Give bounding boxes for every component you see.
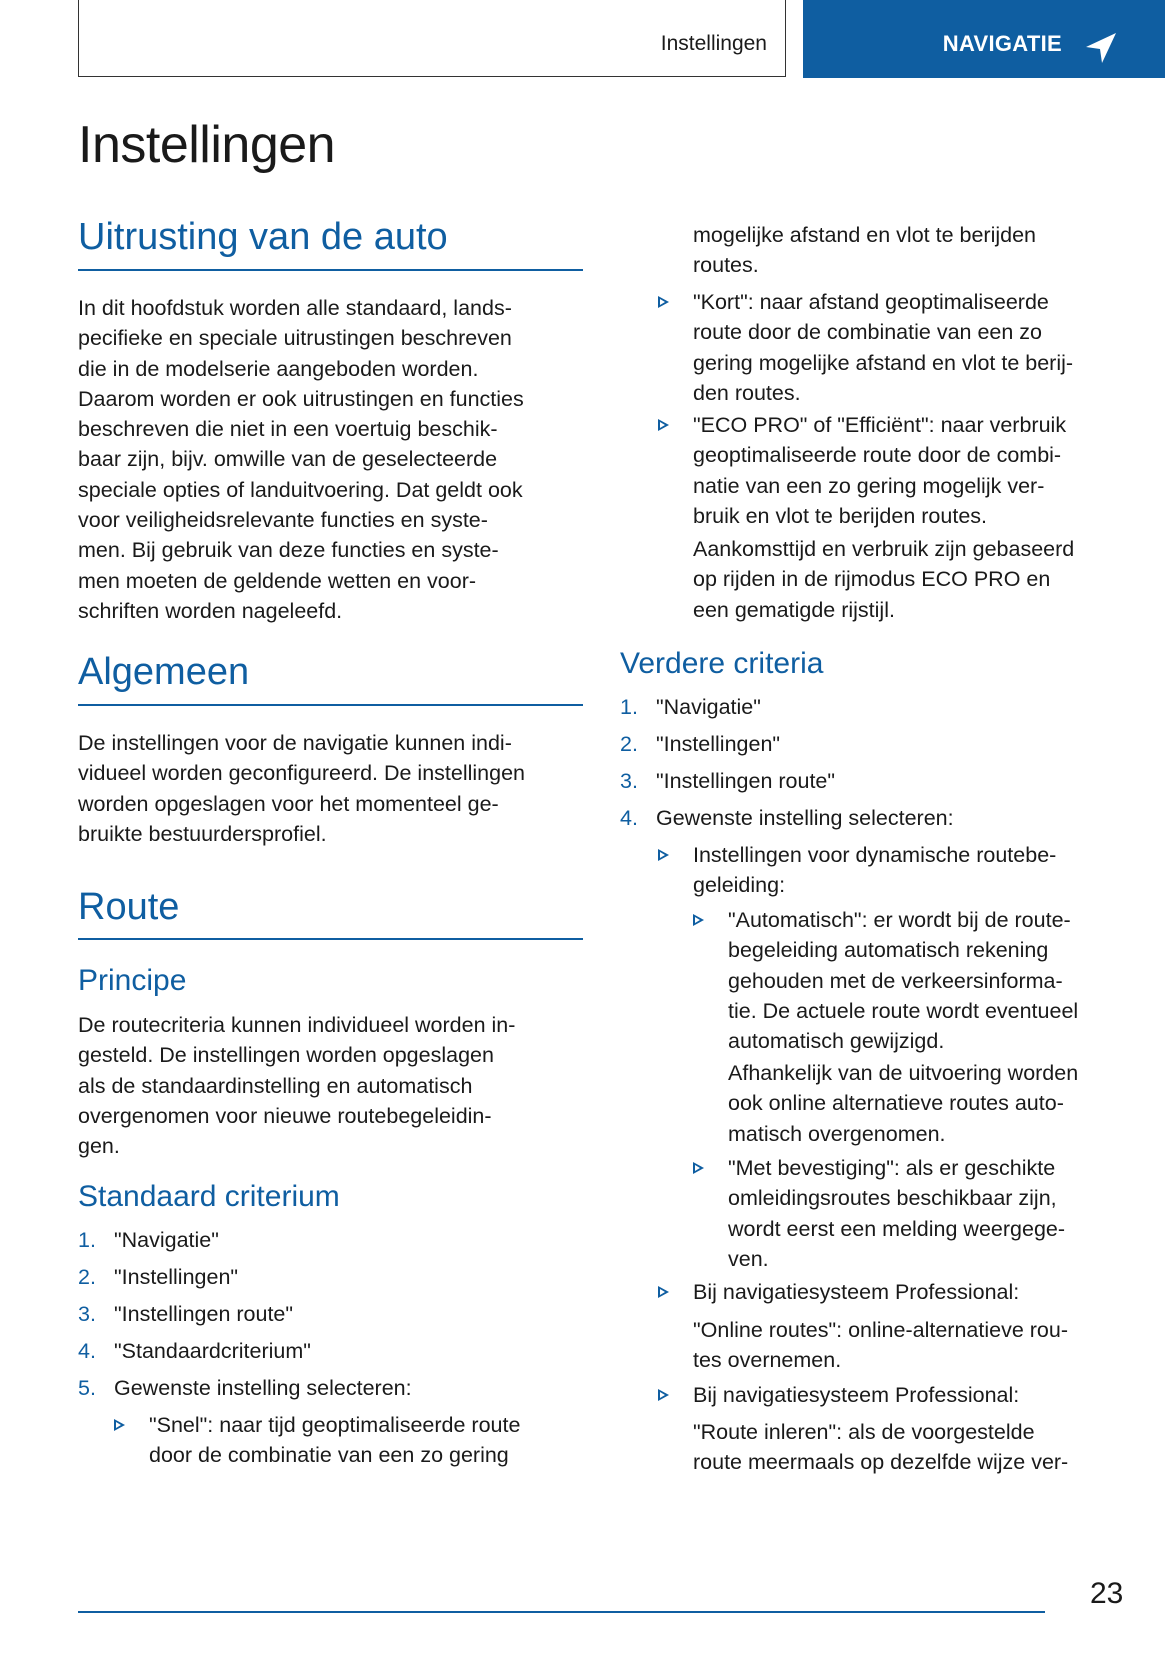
footer-rule [78,1611,1045,1613]
paragraph-route-inleren: "Route inleren": als de voorgestelde route meermaals op dezelfde wijze ver- [693,1420,1069,1475]
page-title: Instellingen [78,116,336,174]
step-item: 2. "Instellingen" [620,732,781,756]
heading-route: Route [78,886,180,928]
heading-principe: Principe [78,964,187,997]
triangle-bullet-icon [658,1389,669,1401]
paragraph-principe: De routecriteria kunnen individueel worden in- gesteld. De instellingen worden opgeslagen als de standaardinstelling en automatisch overgenomen voor nieuwe routebegeleidin- gen. [78,1013,516,1159]
running-header-section: Instellingen [660,32,767,55]
step-item: 1. "Navigatie" [78,1228,219,1252]
heading-rule [78,704,583,706]
heading-algemeen: Algemeen [78,651,250,693]
paragraph-online-routes: "Online routes": online-alternatieve rou- tes overnemen. [693,1318,1068,1373]
paragraph-eco-note: Aankomsttijd en verbruik zijn gebaseerd op rijden in de rijmodus ECO PRO en een gematigde rijstijl. [693,537,1075,622]
step-item: 4. Gewenste instelling selecteren: [620,806,954,830]
paragraph-automatisch-note: Afhankelijk van de uitvoering worden ook online alternatieve routes auto- matisch overgenomen. [728,1061,1079,1146]
running-header-box [78,0,786,77]
triangle-bullet-icon [658,419,669,431]
step-item: 2. "Instellingen" [78,1265,239,1289]
step-item: 3. "Instellingen route" [620,769,836,793]
triangle-bullet-icon [693,1162,704,1174]
step-item: 1. "Navigatie" [620,695,761,719]
triangle-bullet-icon [658,296,669,308]
heading-verdere-criteria: Verdere criteria [620,647,824,680]
step-item: 5. Gewenste instelling selecteren: [78,1376,412,1400]
heading-standaard-criterium: Standaard criterium [78,1180,340,1213]
step-item: 3. "Instellingen route" [78,1302,294,1326]
heading-rule [78,269,583,271]
heading-uitrusting: Uitrusting van de auto [78,216,448,258]
heading-rule [78,938,583,940]
chapter-tab [803,0,1165,78]
navigation-arrow-icon [1083,30,1119,66]
triangle-bullet-icon [693,914,704,926]
page-number: 23 [1090,1577,1124,1610]
triangle-bullet-icon [658,849,669,861]
triangle-bullet-icon [114,1419,125,1431]
triangle-bullet-icon [658,1286,669,1298]
paragraph-uitrusting: In dit hoofdstuk worden alle standaard, lands- pecifieke en speciale uitrustingen beschreven die in de modelserie aangeboden worden. Daarom worden er ook uitrustingen en functies beschreven die niet in een voertuig beschik- baar zijn, bijv. omwille van de geselecteerde speciale opties of landuitvoering. Dat geldt ook voor veiligheidsrelevante functies en syste- men. Bij gebruik van deze functies en syste- men moeten de geldende wetten en voor- schriften worden nageleefd. [78,296,524,623]
step-item: 4. "Standaardcriterium" [78,1339,311,1363]
chapter-tab-label: NAVIGATIE [942,31,1062,56]
paragraph-algemeen: De instellingen voor de navigatie kunnen indi- vidueel worden geconfigureerd. De instellingen worden opgeslagen voor het momenteel ge- bruikte bestuurdersprofiel. [78,731,526,846]
paragraph-snel-continued: mogelijke afstand en vlot te berijden routes. [693,223,1037,278]
